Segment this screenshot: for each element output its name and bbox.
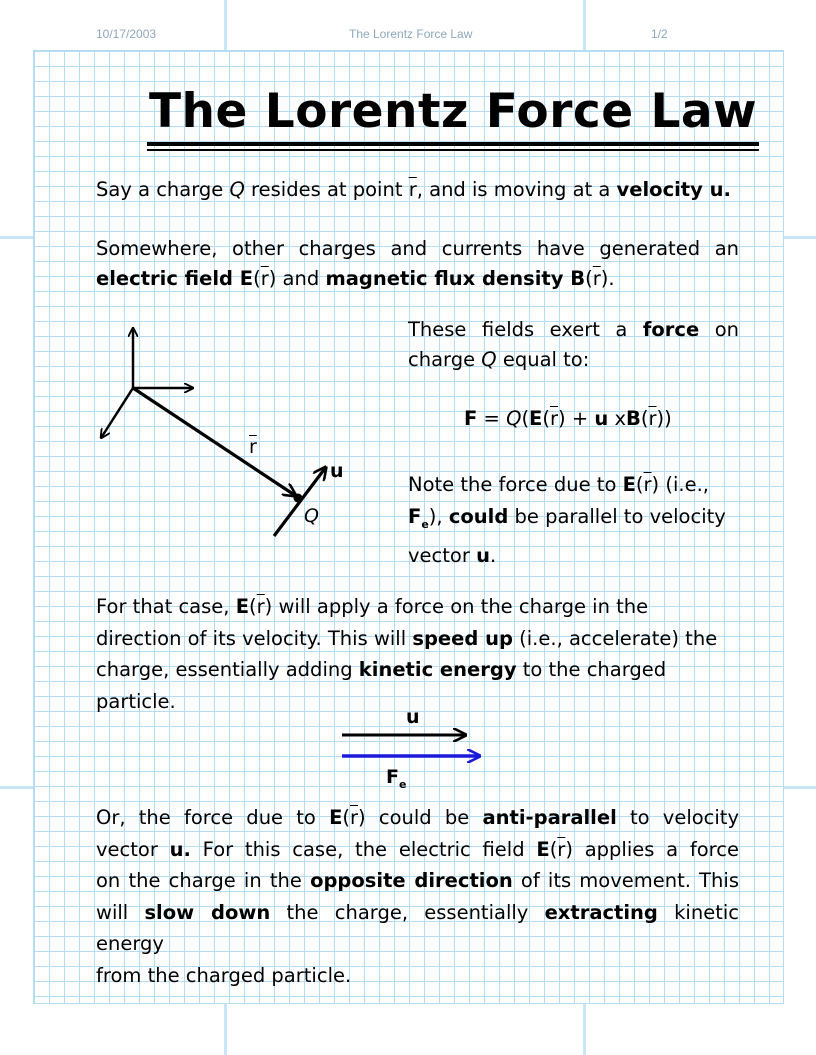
paragraph-anti-parallel: Or, the force due to $E(\overline{r})$ could be anti-parallel to velocity vector u. For this case, the electric field $E(\overline{r})$ applies a force on the charge in the opposite direction of its movement. This will slow down the charge, essentially extracting kinetic energy from the charged particle. bbox=[96, 806, 739, 987]
diagram-q-label: Q bbox=[304, 505, 319, 527]
paragraph-note-parallel: Note the force due to $E(\overline{r})$ (i.e., $F_e$), could be parallel to velocity vector u. bbox=[408, 473, 726, 567]
header-title: The Lorentz Force Law bbox=[349, 27, 473, 41]
paragraph-fields-exert: These fields exert a force on bbox=[408, 318, 739, 341]
lorentz-force-formula: $F = Q(E(\overline{r}) + u$ $xB(\overline{r})$) bbox=[464, 407, 672, 430]
paragraph-intro: Say a charge Q resides at point $\overline{r}$, and is moving at a velocity u. bbox=[96, 178, 731, 201]
paragraph-speed-up: For that case, $E(\overline{r})$ will apply a force on the charge in the direction of its velocity. This will speed up (i.e., accelerate) the charge, essentially adding kinetic energy to the charged particle. bbox=[96, 595, 718, 713]
paragraph-fields-line2: electric field $E(\overline{r})$ and magnetic flux density $B(\overline{r})$. bbox=[96, 267, 615, 290]
page-title: The Lorentz Force Law bbox=[147, 82, 759, 146]
paragraph-fields-line1: Somewhere, other charges and currents have generated an bbox=[96, 237, 739, 260]
vector-u-label: u bbox=[406, 706, 420, 728]
header-date: 10/17/2003 bbox=[96, 27, 157, 41]
vector-fe-label: $F_e$ bbox=[386, 766, 407, 791]
diagram-r-label: $\overline{r}$ bbox=[249, 436, 257, 458]
header-page-number: 1/2 bbox=[651, 27, 668, 41]
diagram-u-label: u bbox=[330, 460, 344, 482]
charge-point bbox=[294, 494, 303, 503]
position-vector-r bbox=[133, 388, 296, 496]
paragraph-fields-exert-line2: charge Q equal to: bbox=[408, 348, 590, 371]
axis-x bbox=[101, 388, 133, 438]
